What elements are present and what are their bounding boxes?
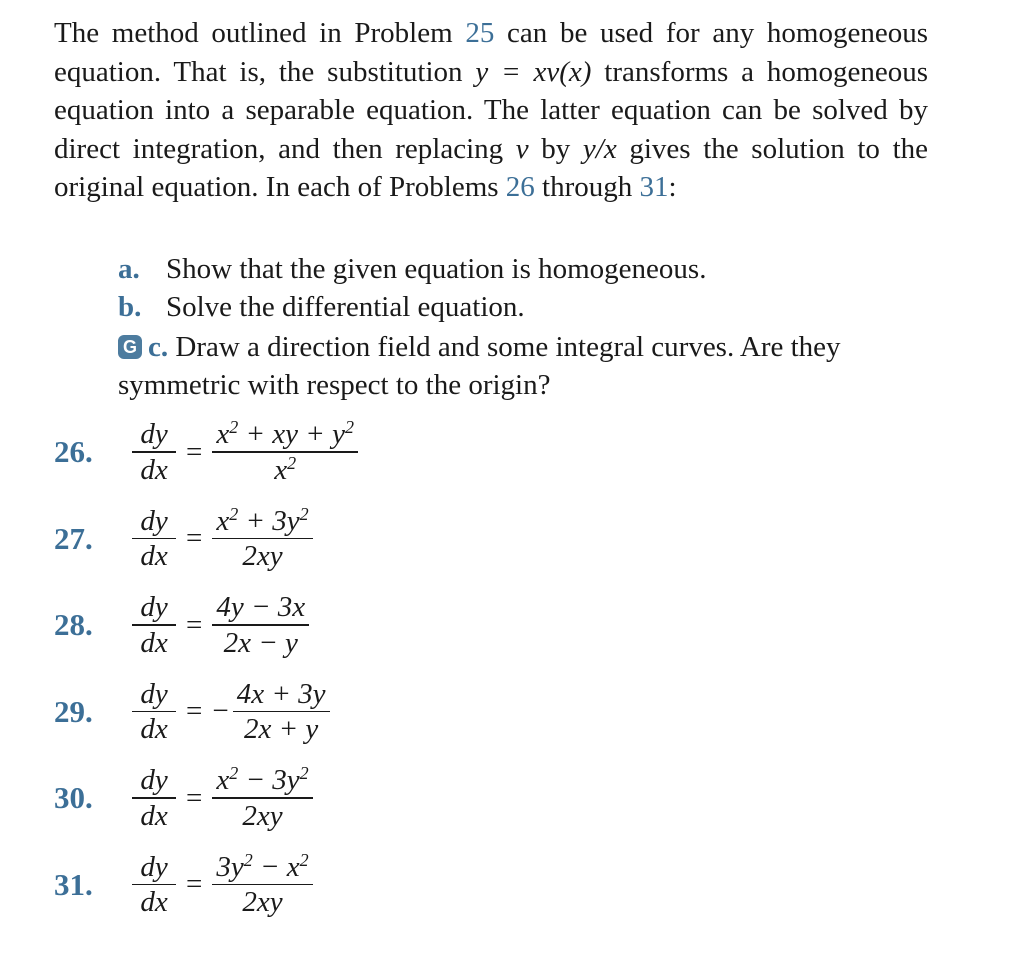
rhs-fraction xyxy=(212,590,309,660)
rhs-fraction xyxy=(212,504,312,574)
denominator: dx xyxy=(140,540,168,573)
rhs-fraction xyxy=(233,677,330,747)
task-parts-list xyxy=(118,250,928,404)
intro-text: The method outlined in Problem xyxy=(54,17,466,49)
problem-number: 27. xyxy=(54,520,93,556)
problem-ref-25[interactable]: 25 xyxy=(465,17,495,49)
denominator: 2xy xyxy=(242,886,283,919)
denominator: dx xyxy=(140,626,168,659)
problem-number: 30. xyxy=(54,780,93,815)
derivative-dy-dx xyxy=(132,763,176,833)
numerator: dy xyxy=(140,677,168,710)
intro-text: gives the solution to the original equation. In each of Problems xyxy=(54,132,928,204)
numerator: dy xyxy=(140,504,168,537)
problem-number: 29. xyxy=(54,693,93,729)
denominator: 2xy xyxy=(242,799,283,832)
part-text: Show that the given equation is homogeneous. xyxy=(166,253,707,285)
derivative-dy-dx xyxy=(132,417,176,487)
superscript: 2 xyxy=(229,763,239,784)
numerator: dy xyxy=(140,764,168,797)
numerator: dy xyxy=(140,418,168,451)
derivative-dy-dx xyxy=(132,504,176,574)
numerator: 4x + 3y xyxy=(236,677,326,710)
part-label: c. xyxy=(148,331,169,363)
denominator: dx xyxy=(140,799,168,832)
differential-equation xyxy=(132,412,358,492)
differential-equation xyxy=(132,845,313,925)
numerator: $x^2$ + xy + $y^2$ xyxy=(216,417,354,451)
intro-text: by xyxy=(528,132,583,165)
problem-number: 31. xyxy=(54,866,93,902)
denominator: 2x + y xyxy=(243,713,319,746)
intro-text: transforms a homogeneous equation into a separable equation. The latter equation can be solved by direct integration, and then replacing xyxy=(54,55,928,165)
numerator: dy xyxy=(140,850,168,883)
intro-text: : xyxy=(668,171,677,204)
superscript: 2 xyxy=(344,417,354,438)
superscript: 2 xyxy=(243,849,253,870)
derivative-dy-dx xyxy=(132,677,176,747)
superscript: 2 xyxy=(287,452,297,473)
equals-sign: = xyxy=(186,781,203,814)
superscript: 2 xyxy=(299,763,309,784)
derivative-dy-dx xyxy=(132,590,176,660)
part-label: a. xyxy=(118,253,140,285)
denominator: dx xyxy=(140,713,168,746)
intro-paragraph xyxy=(54,14,928,207)
denominator: $x^2$ xyxy=(274,452,297,486)
denominator: 2x − y xyxy=(223,626,298,659)
substitution-formula: y = xv(x) xyxy=(475,55,592,88)
equals-sign: = xyxy=(186,435,203,468)
derivative-dy-dx xyxy=(132,850,176,920)
numerator: dy xyxy=(140,591,168,624)
numerator: $3y^2 - x^2$ xyxy=(216,849,309,883)
denominator: 2xy xyxy=(242,540,283,573)
superscript: 2 xyxy=(229,503,239,524)
problem-ref-26[interactable]: 26 xyxy=(505,171,535,204)
problem-number: 26. xyxy=(54,434,93,469)
rhs-fraction xyxy=(212,417,358,487)
rhs-fraction xyxy=(212,763,312,833)
part-a xyxy=(118,250,928,288)
equals-sign: = xyxy=(186,522,203,554)
part-text: Solve the differential equation. xyxy=(166,291,525,323)
ratio-y-over-x: y/x xyxy=(582,132,617,165)
rhs-fraction xyxy=(212,850,312,920)
numerator: $x^2 + 3y^2$ xyxy=(216,503,309,537)
superscript: 2 xyxy=(299,849,309,870)
equals-sign: = xyxy=(186,868,203,900)
negative-sign: − xyxy=(212,695,229,727)
superscript: 2 xyxy=(299,503,309,524)
superscript: 2 xyxy=(229,417,239,438)
part-b xyxy=(118,288,928,326)
numerator: $x^2 - 3y^2$ xyxy=(216,763,309,797)
equals-sign: = xyxy=(186,695,203,727)
denominator: dx xyxy=(140,886,168,919)
numerator: 4y − 3x xyxy=(216,591,306,624)
part-c xyxy=(118,328,928,404)
part-label: b. xyxy=(118,291,142,323)
differential-equation xyxy=(132,585,309,665)
differential-equation xyxy=(132,499,313,579)
differential-equation xyxy=(132,758,313,838)
differential-equation xyxy=(132,672,330,752)
problem-number: 28. xyxy=(54,607,93,642)
problem-ref-31[interactable]: 31 xyxy=(639,171,669,204)
var-v: v xyxy=(515,132,529,165)
graphing-badge-icon: G xyxy=(118,335,142,359)
denominator: dx xyxy=(140,453,168,486)
intro-text: through xyxy=(534,171,640,204)
equals-sign: = xyxy=(186,608,203,641)
part-text: Draw a direction field and some integral curves. Are they symmetric with respect to the origin? xyxy=(118,331,841,401)
intro-text: can be used for any homogeneous equation. That is, the substitution xyxy=(54,17,928,88)
